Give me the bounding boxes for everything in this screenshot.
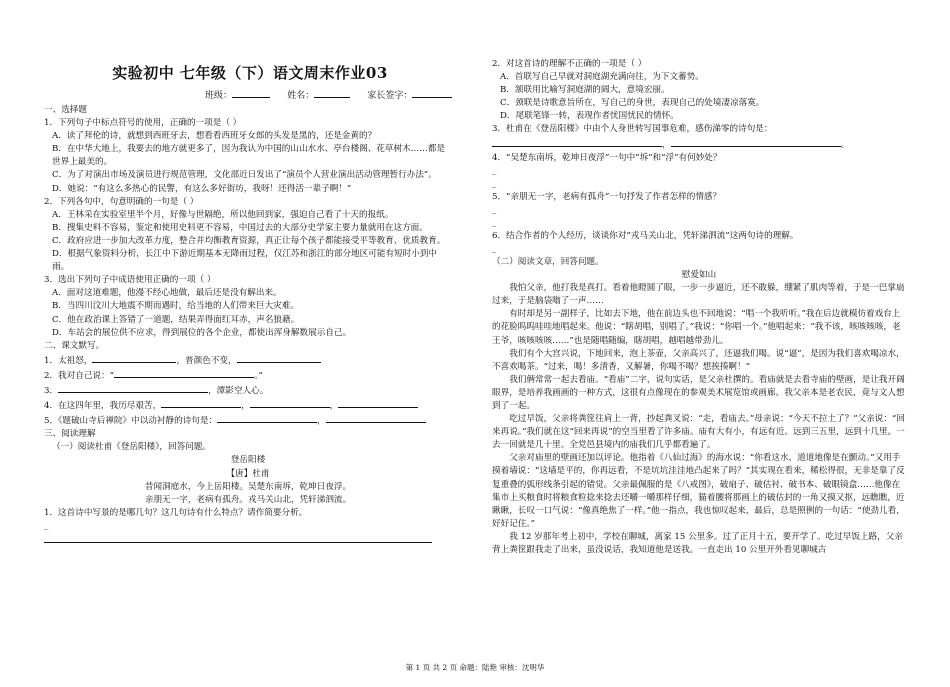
- reading-question-1: 1．这首诗中写景的是哪几句？这几句诗有什么特点？请作简要分析。: [44, 507, 308, 518]
- recitation-5: 5．《题破山寺后禅院》中以动衬静的诗句是： ，: [44, 413, 452, 428]
- parent-signature-label: 家长签字：: [367, 91, 413, 101]
- recitation-2-blank[interactable]: [114, 368, 254, 378]
- section-reading-heading: 三、阅读理解: [44, 429, 96, 440]
- essay-paragraph-4: 我们俩常常一起去看庙。“看庙”二字，说句实话，是父亲杜撰的。看庙就是去看寺庙的壁画，是让我开阔眼界，是培养我画画的一种方式，这很有点像现在的参观美术展览馆或画廊。我父亲本是老农民，竟与文人想到了一起。: [492, 374, 905, 411]
- poem-line-1: 昔闻洞庭水，今上岳阳楼。吴楚东南坼，乾坤日夜浮。: [144, 481, 352, 492]
- rq2-option-d: D．尾联笔锋一转，表现作者忧国忧民的情怀。: [500, 111, 679, 122]
- reading-question-4: 4．“吴楚东南坼，乾坤日夜浮”一句中“坼”和“浮”有何妙处？: [492, 152, 722, 163]
- reading-part-2-heading: （二）阅读文章，回答问题。: [492, 256, 604, 267]
- q2-option-c: C．政府应进一步加大改革力度，整合并均衡教育资源，真正让每个孩子都能接受平等教育、优质教育。: [52, 235, 446, 246]
- section-recitation-heading: 二、课文默写。: [44, 340, 105, 351]
- reading-question-3: 3．杜甫在《登岳阳楼》中由个人身世转写国事危难，感伤涕零的诗句是：: [492, 124, 773, 135]
- rq3-blank-a[interactable]: [492, 137, 662, 147]
- poem-author: 【唐】杜甫: [226, 468, 270, 479]
- poem-title: 登岳阳楼: [230, 455, 266, 466]
- recitation-5-blank-b[interactable]: [326, 413, 426, 423]
- recitation-4: 4．在这四年里，我历尽艰苦， ， ，: [44, 398, 452, 413]
- q1-option-d: D．她说：“有这么多热心的民警，有这么多好街坊，我呀！还得活一辈子啊！”: [52, 183, 352, 194]
- recitation-1: [44, 353, 452, 368]
- rq3-answer-blanks: ， 。: [492, 137, 906, 152]
- q1-option-a: A．读了拜伦的诗，就想到西班牙去，想看看西班牙女郎的头发是黑的，还是金黄的？: [52, 131, 377, 142]
- recitation-5-blank-a[interactable]: [217, 413, 317, 423]
- rq5-dash-2: _: [492, 217, 497, 228]
- q2-option-a: A．王林采在实验室里半个月，好像与世隔绝，所以他回到家，强迫自己看了十天的报纸。: [52, 209, 394, 220]
- rq2-option-b: B．颔联用比喻写洞庭湖的阔大，意境宏丽。: [500, 85, 670, 96]
- rq3-blank-b[interactable]: [671, 137, 841, 147]
- reading-question-5: 5．“亲朋无一字，老病有孤舟”一句抒发了作者怎样的情感？: [492, 191, 722, 202]
- recitation-1-text: 1．太祖怒，: [44, 355, 93, 366]
- recitation-4-blank-b[interactable]: [250, 398, 330, 408]
- q1-option-c: C．为了对演出市场及演员进行规范管理，文化部近日发出了“演员个人营业演出活动管理暂行办法”。: [52, 170, 437, 181]
- name-label: 姓名：: [287, 91, 315, 101]
- rq2-option-a: A．首联写自己早就对洞庭湖充满向往，为下文蓄势。: [500, 72, 704, 83]
- q3-option-b: B．当四川汶川大地震不期而遇时，给当地的人们带来巨大灾难。: [52, 301, 299, 312]
- student-info-line: [205, 88, 452, 101]
- reading-question-2: 2．对这首诗的理解不正确的一项是（ ）: [492, 59, 647, 69]
- recitation-3-blank[interactable]: [58, 383, 208, 393]
- recitation-1-blank-a[interactable]: [92, 353, 176, 363]
- right-column: [492, 58, 906, 557]
- recitation-4-blank-a[interactable]: [161, 398, 241, 408]
- answer-dash: _: [44, 520, 49, 531]
- rq6-dash-1: _: [492, 243, 497, 254]
- question-2: 2．下列各句中，句意明确的一句是（ ）: [44, 196, 199, 207]
- parent-signature-blank[interactable]: [412, 88, 452, 98]
- q3-option-a: A．面对这道难题，他漫不经心地做，最后还是没有解出来。: [52, 288, 282, 299]
- q3-option-c: C．他在政治课上答错了一道题，结果弄得面红耳赤，声名狼藉。: [52, 314, 300, 325]
- essay-title: 慰爱如山: [681, 270, 717, 281]
- q3-option-d: D．车站会的展位供不应求，得到展位的各个企业，都使出浑身解数展示自己。: [52, 327, 352, 338]
- recitation-2: [44, 368, 452, 383]
- recitation-3-num: 3．: [44, 385, 59, 396]
- reading-question-6: 6．结合作者的个人经历，谈谈你对“戎马关山北，凭轩涕泗流”这两句诗的理解。: [492, 230, 799, 241]
- left-column: [44, 104, 452, 543]
- answer-line[interactable]: [44, 531, 432, 543]
- recitation-1-text-b: ，普颜色不变，: [176, 355, 237, 366]
- poem-line-2: 亲朋无一字，老病有孤舟。戎马关山北，凭轩涕泗流。: [144, 494, 352, 505]
- question-3: 3．选出下列句子中成语使用正确的一项（ ）: [44, 275, 216, 286]
- reading-part-1-heading: （一）阅读杜甫《登岳阳楼》，回答问题。: [52, 442, 211, 453]
- name-blank[interactable]: [314, 88, 350, 98]
- class-label: 班级：: [205, 91, 233, 101]
- essay-paragraph-2: 有时却是另一副样子，比如去下地，他在前边头也不回地说：“唱一个我听听。”我在后边就模仿着戏台上的花脸呜呜哇哇地唱起来。他说：“瞎胡唱，别唱了。”我说：“你唱一个。”他唱起来：“我不该，咳咳咳咳，老王爷，咳咳咳咳……”也是随唱随编，瞎胡唱，越唱越带劲儿。: [492, 309, 901, 346]
- page-title: 实验初中 七年级（下）语文周末作业03: [112, 64, 388, 82]
- q2-option-d: D．根据气象资料分析，长江中下游近期基本无降雨过程，仅江苏和浙江的部分地区可能有短时小到中雨。: [52, 249, 438, 273]
- recitation-2-text: 2．我对自己说：“: [44, 370, 115, 381]
- essay-paragraph-7: 我 12 岁那年考上初中，学校在聊城，离家 15 公里多。过了正月十五，要开学了。吃过早饭上路，父亲背上粪筐跟我走了出来，虽没说话，我知道他是送我。一直走出 10 公里开外看见聊城古: [492, 531, 903, 555]
- section-choice-heading: 一、选择题: [44, 105, 87, 115]
- recitation-3: [44, 383, 452, 398]
- recitation-2-end: 。”: [254, 370, 263, 381]
- essay-paragraph-1: 我怕父亲，他打我是真打。看着他瞪圆了眼，一步一步逼近，还不敢躲，绷紧了肌肉等着，于是一巴掌扇过来，于是脑袋嗡了一声……: [492, 283, 905, 307]
- essay-paragraph-6: 父亲对庙里的壁画还加以评论。他指着《八仙过海》的海水说：“你看这水，道道地像是在颤动。”又用手摸着墙说：“这墙是平的，你再远看，不是坑坑洼洼地凸起来了吗？”其实现在看来，稀松得很，无非是靠了反复重叠的弧形线条引起的错觉。父亲最佩服的是《八戒图》，破扇子、破估衬、破书本、破眼镜盒……他像在集市上买粮食时将粮食粒捻来捻去还嚼一嚼那样仔细，猫着腰将那画上的破估封的一角又摸又抠，远瞧瞧，近瞅瞅，长叹一口气说：“像真绝焦了一样。”他一指点，我也惊叹起来，最后，总是照例的一句话：“使劲儿看，好好记住。”: [492, 453, 905, 529]
- essay-paragraph-3: 我们有个大宫兴说，下地回来，泡上茶壶，父亲高兴了，还逼我们喝。说“逼”，是因为我们喜欢喝凉水，不喜欢喝茶。“过来，喝！多清香，又解暑，你喝不喝？想挨揍啊！”: [492, 348, 905, 372]
- q1-option-b: B．在中华大地上，我要去的地方就更多了，因为我认为中国的山山水水、亭台楼阁、花草树木……都是世界上最美的。: [52, 144, 446, 168]
- recitation-1-blank-b[interactable]: [237, 353, 321, 363]
- essay-paragraph-5: 吃过早饭，父亲将粪筐往肩上一背，抄起粪叉说：“走，看庙去。”母亲说：“今天不拉土了？”父亲说：“回来再说。”我们就在这“回来再说”的空当里看了许多庙。庙有大有小，有远有近。远到三五里，远到十几里。一去一回就是几十里。全党邑县境内的庙我们几乎都看遍了。: [492, 414, 905, 451]
- q2-option-b: B．搜集史料不容易，鉴定和使用史料更不容易，中国过去的大部分史学家主要力量就用在这方面。: [52, 222, 428, 233]
- recitation-3-text: ，潭影空人心。: [208, 385, 269, 396]
- recitation-4-text: 4．在这四年里，我历尽艰苦，: [44, 401, 162, 412]
- class-blank[interactable]: [232, 88, 270, 98]
- recitation-4-blank-c[interactable]: [338, 398, 418, 408]
- page-footer: 第 1 页 共 2 页 命题：陆艳 审核：沈明华: [405, 663, 545, 672]
- question-1: 1．下列句子中标点符号的使用，正确的一项是（ ）: [44, 118, 242, 129]
- recitation-5-text: 5．《题破山寺后禅院》中以动衬静的诗句是：: [44, 416, 218, 427]
- rq5-dash-1: _: [492, 204, 497, 215]
- rq2-option-c: C．颈联是诗歌意旨所在，写自己的身世，表现自己的处境凄凉落寞。: [500, 98, 765, 109]
- rq4-dash-2: _: [492, 178, 497, 189]
- rq4-dash-1: _: [492, 165, 497, 176]
